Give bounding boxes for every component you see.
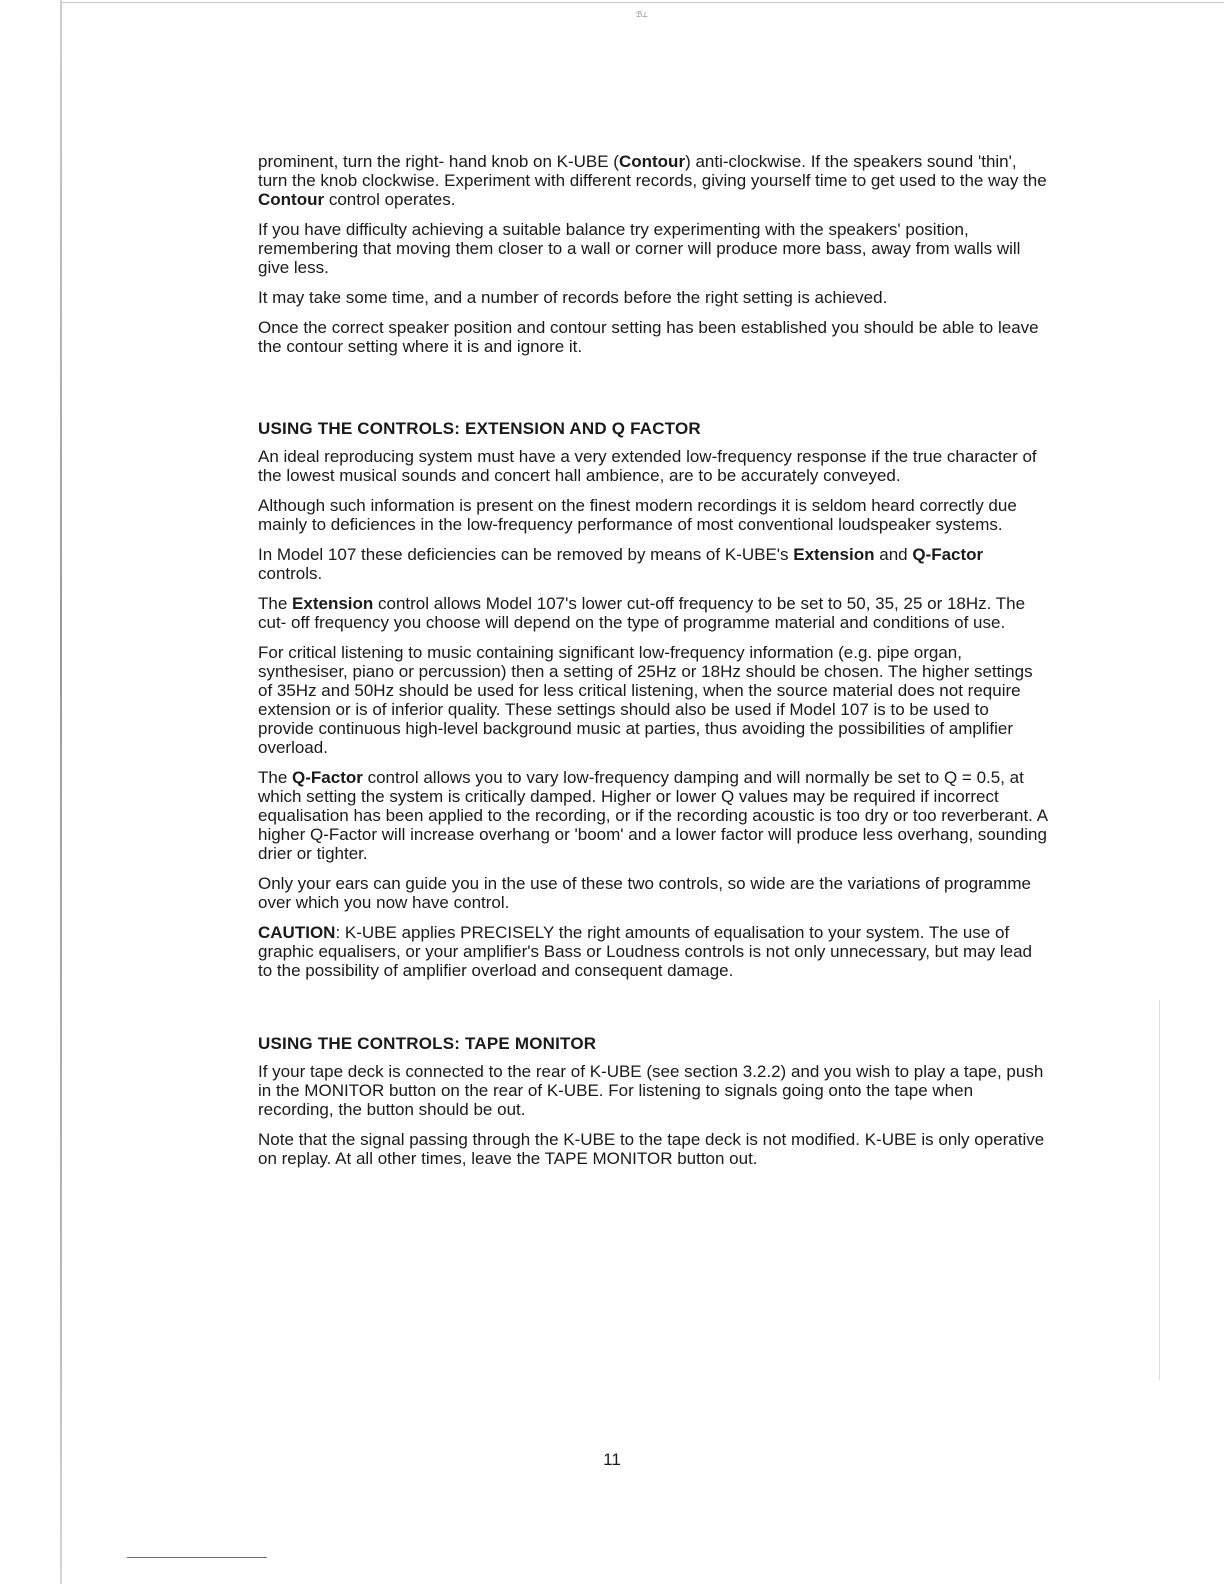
- intro-paragraph-3: It may take some time, and a number of records before the right setting is achieved.: [258, 288, 888, 307]
- intro-paragraph-2: If you have difficulty achieving a suitable balance try experimenting with the speakers' position, remembering that moving them closer to a wall or corner will produce more bass, away from walls will give less.: [258, 220, 1021, 277]
- intro-paragraph-1: prominent, turn the right- hand knob on K-UBE (Contour) anti-clockwise. If the speakers sound 'thin', turn the knob clockwise. Experiment with different records, giving yourself time to get used to the way the Contour control operates.: [258, 152, 1047, 209]
- section-heading-extension-q-factor: USING THE CONTROLS: EXTENSION AND Q FACTOR: [258, 419, 701, 438]
- scan-left-edge: [60, 0, 62, 1584]
- page-number: 11: [603, 1450, 621, 1469]
- caution-label: CAUTION: [258, 923, 336, 942]
- scan-bottom-line: [127, 1557, 267, 1558]
- extension-paragraph-4: The Extension control allows Model 107's lower cut-off frequency to be set to 50, 35, 25 or 18Hz. The cut- off frequency you choose will depend on the type of programme material and conditions of use.: [258, 594, 1026, 632]
- tape-paragraph-2: Note that the signal passing through the K-UBE to the tape deck is not modified. K-UBE is only operative on replay. At all other times, leave the TAPE MONITOR button out.: [258, 1130, 1045, 1168]
- extension-paragraph-1: An ideal reproducing system must have a very extended low-frequency response if the true character of the lowest musical sounds and concert hall ambience, are to be accurately conveyed.: [258, 447, 1037, 485]
- section-heading-tape-monitor: USING THE CONTROLS: TAPE MONITOR: [258, 1034, 597, 1053]
- scan-mark: ℬ⟂: [636, 10, 648, 19]
- section-spacer: [258, 367, 1048, 419]
- scan-right-edge: [1159, 1000, 1160, 1380]
- page-content: [258, 152, 1048, 1179]
- scan-top-edge: [60, 2, 1224, 3]
- section-spacer: [258, 991, 1048, 1034]
- intro-paragraph-4: Once the correct speaker position and contour setting has been established you should be able to leave the contour setting where it is and ignore it.: [258, 318, 1039, 356]
- tape-paragraph-1: If your tape deck is connected to the rear of K-UBE (see section 3.2.2) and you wish to play a tape, push in the MONITOR button on the rear of K-UBE. For listening to signals going onto the tape when recording, the button should be out.: [258, 1062, 1044, 1119]
- extension-paragraph-7: Only your ears can guide you in the use of these two controls, so wide are the variations of programme over which you now have control.: [258, 874, 1031, 912]
- extension-paragraph-5: For critical listening to music containing significant low-frequency information (e.g. pipe organ, synthesiser, piano or percussion) then a setting of 25Hz or 18Hz should be chosen. The higher settings of 35Hz and 50Hz should be used for less critical listening, when the source material does not require extension or is of inferior quality. These settings should also be used if Model 107 is to be used to provide continuous high-level background music at parties, thus avoiding the possibilities of amplifier overload.: [258, 643, 1033, 757]
- extension-paragraph-6: The Q-Factor control allows you to vary low-frequency damping and will normally be set to Q = 0.5, at which setting the system is critically damped. Higher or lower Q values may be required if incorrect equalisation has been applied to the recording, or if the recording acoustic is too dry or too reverberant. A higher Q-Factor will increase overhang or 'boom' and a lower factor will produce less overhang, sounding drier or tighter.: [258, 768, 1048, 863]
- extension-paragraph-2: Although such information is present on the finest modern recordings it is seldom heard correctly due mainly to deficiences in the low-frequency performance of most conventional loudspeaker systems.: [258, 496, 1017, 534]
- caution-paragraph: CAUTION: K-UBE applies PRECISELY the right amounts of equalisation to your system. The use of graphic equalisers, or your amplifier's Bass or Loudness controls is not only unnecessary, but may lead to the possibility of amplifier overload and consequent damage.: [258, 923, 1032, 980]
- extension-paragraph-3: In Model 107 these deficiencies can be removed by means of K-UBE's Extension and Q-Factor controls.: [258, 545, 984, 583]
